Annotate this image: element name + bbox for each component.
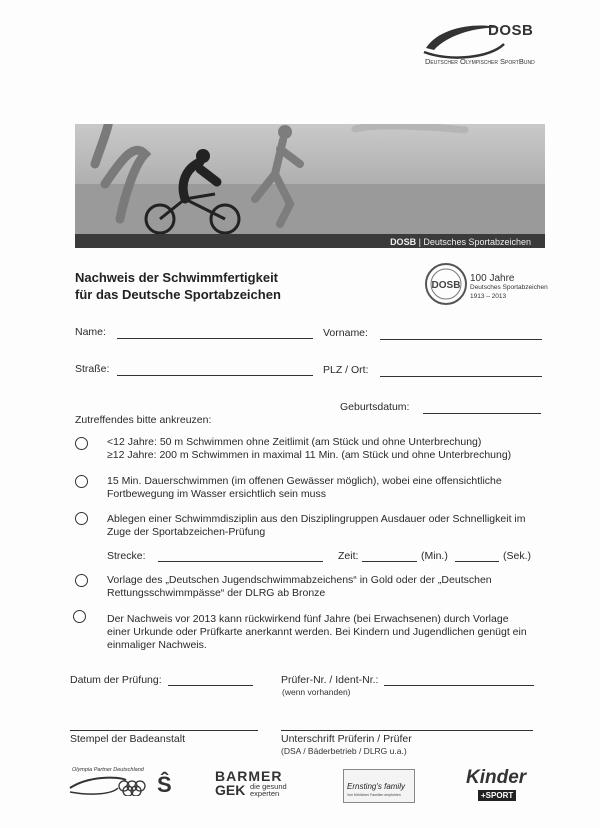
vorname-field[interactable]: [380, 339, 542, 340]
kinder-sport-badge: +SPORT: [478, 790, 516, 801]
strasse-label: Straße:: [75, 363, 110, 375]
badge-line-3: 1913 – 2013: [470, 293, 507, 300]
datum-label: Datum der Prüfung:: [70, 674, 162, 686]
option-text-4: [107, 574, 492, 600]
ernstings-logo: [343, 769, 415, 803]
option-2-line-2: Fortbewegung im Wasser ersichtlich sein muss: [107, 488, 327, 500]
seal-text: DOSB: [431, 280, 461, 291]
option-radio-3[interactable]: [75, 512, 88, 525]
pruefer-note: (wenn vorhanden): [282, 687, 351, 697]
olympic-rings-logo: [68, 774, 148, 796]
option-3-line-2: Zuge der Sportabzeichen-Prüfung: [107, 526, 266, 538]
sek-label: (Sek.): [503, 550, 532, 562]
instruction-text: Zutreffendes bitte ankreuzen:: [75, 414, 212, 426]
option-radio-1[interactable]: [75, 437, 88, 450]
stempel-label: Stempel der Badeanstalt: [70, 733, 185, 745]
zeit-min-field[interactable]: [362, 561, 417, 562]
plz-ort-field[interactable]: [380, 376, 542, 377]
badge-text: [470, 274, 548, 301]
option-text-1: [107, 436, 511, 462]
option-5-line-2: einer Urkunde oder Prüfkarte anerkannt werden. Bei Kindern und Jugendlichen genügt ein: [107, 626, 527, 638]
sport-banner: [75, 124, 545, 248]
strasse-field[interactable]: [117, 375, 313, 376]
zeit-label: Zeit:: [338, 550, 359, 562]
org-name: Deutscher Olympischer SportBund: [425, 57, 535, 66]
kinder-logo: Kinder: [466, 767, 527, 788]
anniversary-seal: [424, 262, 468, 306]
page-title: [75, 269, 281, 303]
geburtsdatum-label: Geburtsdatum:: [340, 401, 410, 413]
option-5-line-3: einmaliger Nachweis.: [107, 639, 207, 651]
zeit-sek-field[interactable]: [455, 561, 499, 562]
strecke-label: Strecke:: [107, 550, 146, 562]
option-text-5: [107, 613, 527, 652]
title-line-2: für das Deutsche Sportabzeichen: [75, 287, 281, 302]
barmer-logo-line-1: BARMER: [215, 768, 283, 784]
name-label: Name:: [75, 326, 106, 338]
ernstings-name: Ernsting's family: [347, 782, 405, 791]
option-text-3: [107, 513, 525, 539]
badge-line-1: 100 Jahre: [470, 273, 515, 284]
athletes-illustration: [75, 124, 545, 248]
barmer-tagline: [250, 783, 287, 797]
min-label: (Min.): [421, 550, 448, 562]
sparkasse-logo: Ŝ: [157, 772, 172, 797]
banner-caption-bar: DOSB | Deutsches Sportabzeichen: [75, 234, 545, 248]
option-4-line-2: Rettungsschwimmpässe“ der DLRG ab Bronze: [107, 587, 326, 599]
option-5-line-1: Der Nachweis vor 2013 kann rückwirkend fünf Jahre (bei Erwachsenen) durch Vorlage: [107, 613, 509, 625]
barmer-logo-line-2: GEK: [215, 782, 246, 798]
ernstings-tagline: Von fröhlichen Familien empfohlen: [347, 793, 401, 797]
stempel-field[interactable]: [70, 730, 258, 731]
option-radio-2[interactable]: [75, 475, 88, 488]
title-line-1: Nachweis der Schwimmfertigkeit: [75, 270, 279, 285]
banner-caption-brand: DOSB: [390, 237, 417, 247]
plz-label: PLZ / Ort:: [323, 364, 369, 376]
option-2-line-1: 15 Min. Dauerschwimmen (im offenen Gewässer möglich), wobei eine offensichtliche: [107, 475, 502, 487]
barmer-tag-2: experten: [250, 789, 280, 798]
datum-field[interactable]: [168, 685, 253, 686]
vorname-label: Vorname:: [323, 327, 368, 339]
geburtsdatum-field[interactable]: [423, 413, 541, 414]
barmer-tag-1: die gesund: [250, 782, 287, 791]
option-radio-4[interactable]: [75, 574, 88, 587]
banner-caption-text: Deutsches Sportabzeichen: [423, 237, 531, 247]
unterschrift-label: Unterschrift Prüferin / Prüfer: [281, 733, 412, 745]
dosb-logo-text: DOSB: [488, 22, 534, 39]
pruefer-field[interactable]: [384, 685, 534, 686]
unterschrift-note: (DSA / Bäderbetrieb / DLRG u.a.): [281, 746, 407, 756]
option-4-line-1: Vorlage des „Deutschen Jugendschwimmabzeichens“ in Gold oder der „Deutschen: [107, 574, 492, 586]
pruefer-label: Prüfer-Nr. / Ident-Nr.:: [281, 674, 379, 686]
option-3-line-1: Ablegen einer Schwimmdisziplin aus den Disziplingruppen Ausdauer oder Schnelligkeit im: [107, 513, 526, 525]
option-1-line-1: <12 Jahre: 50 m Schwimmen ohne Zeitlimit (am Stück und ohne Unterbrechung): [107, 436, 482, 448]
unterschrift-field[interactable]: [281, 730, 533, 731]
badge-line-2: Deutsches Sportabzeichen: [470, 284, 548, 291]
olympia-caption: Olympia Partner Deutschland: [72, 767, 144, 773]
option-text-2: [107, 475, 502, 501]
name-field[interactable]: [117, 338, 313, 339]
option-1-line-2: ≥12 Jahre: 200 m Schwimmen in maximal 11 Min. (am Stück und ohne Unterbrechung): [107, 449, 512, 461]
option-radio-5[interactable]: [73, 610, 86, 623]
strecke-field[interactable]: [158, 561, 323, 562]
